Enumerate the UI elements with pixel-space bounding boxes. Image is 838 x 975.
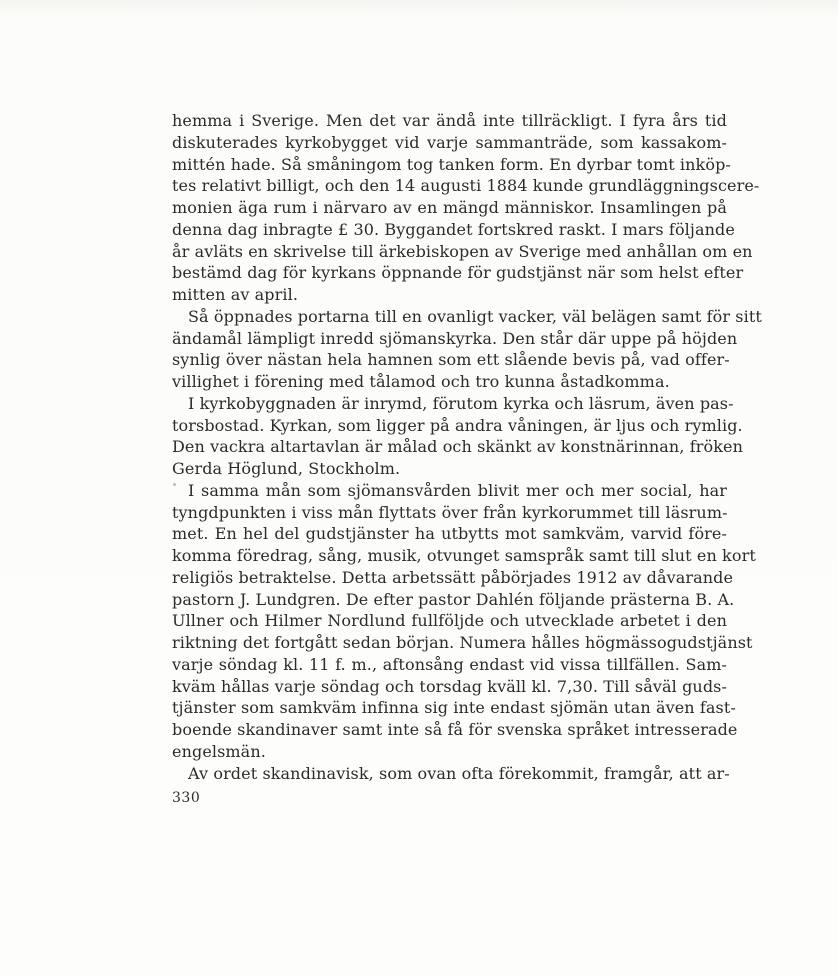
- text-line: villighet i förening med tålamod och tro kunna åstadkomma.: [172, 372, 670, 391]
- text-line: tjänster som samkväm infinna sig inte endast sjömän utan även fast-: [172, 698, 736, 718]
- text-line: denna dag inbragte £ 30. Byggandet fortskred raskt. I mars följande: [172, 219, 735, 239]
- page-number: 330: [172, 790, 201, 806]
- text-line: Den vackra altartavlan är målad och skänkt av konstnärinnan, fröken: [172, 437, 743, 457]
- text-line: religiös betraktelse. Detta arbetssätt påbörjades 1912 av dåvarande: [172, 567, 734, 587]
- text-line: år avläts en skrivelse till ärkebiskopen av Sverige med anhållan om en: [172, 241, 753, 261]
- text-line: engelsmän.: [172, 741, 266, 761]
- text-line: ändamål lämpligt inredd sjömanskyrka. Den står där uppe på höjden: [172, 328, 738, 348]
- text-line: tyngdpunkten i viss mån flyttats över från kyrkorummet till läsrum-: [172, 502, 728, 522]
- text-line: tes relativt billigt, och den 14 augusti 1884 kunde grundläggningscere-: [172, 176, 760, 196]
- margin-dot-mark: [173, 483, 176, 486]
- text-line: monien äga rum i närvaro av en mängd människor. Insamlingen på: [172, 198, 727, 217]
- text-line: komma föredrag, sång, musik, otvunget samspråk samt till slut en kort: [172, 546, 756, 565]
- text-line: mitten av april.: [172, 285, 299, 304]
- body-text: [172, 110, 762, 784]
- text-line: kväm hållas varje söndag och torsdag kväll kl. 7,30. Till såväl guds-: [172, 676, 727, 696]
- text-line: mittén hade. Så småningom tog tanken form. En dyrbar tomt inköp-: [172, 154, 731, 174]
- text-line: bestämd dag för kyrkans öppnande för gudstjänst när som helst efter: [172, 263, 744, 283]
- text-line: Gerda Höglund, Stockholm.: [172, 459, 401, 478]
- text-line: varje söndag kl. 11 f. m., aftonsång endast vid vissa tillfällen. Sam-: [172, 654, 727, 674]
- text-line: diskuterades kyrkobygget vid varje sammanträde, som kassakom-: [172, 132, 727, 152]
- text-line: Ullner och Hilmer Nordlund fullföljde och utvecklade arbetet i den: [172, 611, 727, 631]
- text-line: torsbostad. Kyrkan, som ligger på andra våningen, är ljus och rymlig.: [172, 415, 743, 435]
- text-line: I samma mån som sjömansvården blivit mer och mer social, har: [188, 480, 727, 500]
- text-line: synlig över nästan hela hamnen som ett slående bevis på, vad offer-: [172, 350, 730, 370]
- text-line: riktning det fortgått sedan början. Numera hålles högmässogudstjänst: [172, 633, 753, 652]
- text-line: Av ordet skandinavisk, som ovan ofta förekommit, framgår, att ar-: [188, 763, 730, 783]
- text-line: met. En hel del gudstjänster ha utbytts mot samkväm, varvid före-: [172, 524, 727, 544]
- text-line: pastorn J. Lundgren. De efter pastor Dahlén följande prästerna B. A.: [172, 589, 735, 609]
- text-line: I kyrkobyggnaden är inrymd, förutom kyrka och läsrum, även pas-: [188, 393, 734, 413]
- text-line: Så öppnades portarna till en ovanligt vacker, väl belägen samt för sitt: [188, 306, 762, 326]
- text-line: boende skandinaver samt inte så få för svenska språket intresserade: [172, 720, 738, 739]
- text-line: hemma i Sverige. Men det var ändå inte tillräckligt. I fyra års tid: [172, 111, 727, 130]
